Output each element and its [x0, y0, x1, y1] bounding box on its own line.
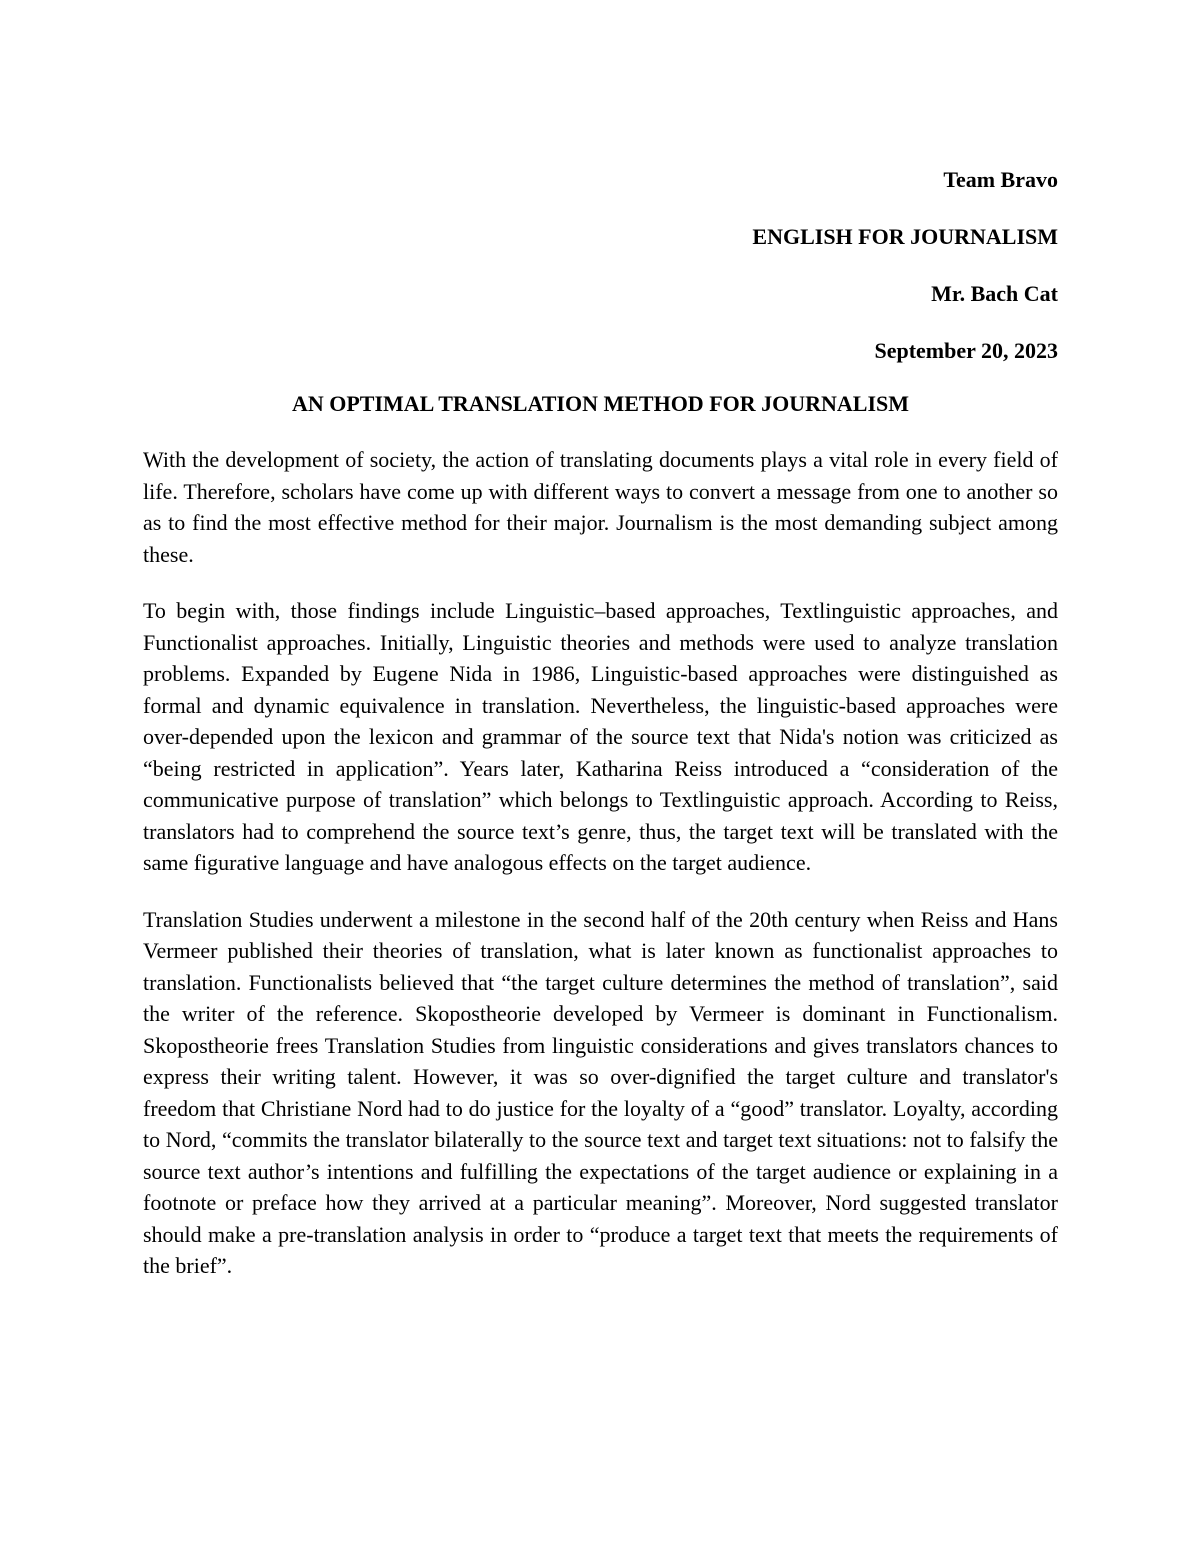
document-header [143, 165, 1058, 393]
team-name: Team Bravo [943, 167, 1058, 192]
document-date: September 20, 2023 [874, 338, 1058, 363]
document-body [143, 444, 1058, 1307]
course-name: ENGLISH FOR JOURNALISM [752, 224, 1058, 249]
paragraph-2: To begin with, those findings include Linguistic–based approaches, Textlinguistic approaches, and Functionalist approaches. Initially, Linguistic theories and methods were used to analyze translation problems. Expanded by Eugene Nida in 1986, Linguistic-based approaches were distinguished as formal and dynamic equivalence in translation. Nevertheless, the linguistic-based approaches were over-depended upon the lexicon and grammar of the source text that Nida's notion was criticized as “being restricted in application”. Years later, Katharina Reiss introduced a “consideration of the communicative purpose of translation” which belongs to Textlinguistic approach. According to Reiss, translators had to comprehend the source text’s genre, thus, the target text will be translated with the same figurative language and have analogous effects on the target audience. [143, 598, 1058, 875]
document-title: AN OPTIMAL TRANSLATION METHOD FOR JOURNALISM [291, 391, 910, 416]
instructor-name: Mr. Bach Cat [931, 281, 1058, 306]
paragraph-3: Translation Studies underwent a milestone in the second half of the 20th century when Reiss and Hans Vermeer published their theories of translation, what is later known as functionalist approaches to translation. Functionalists believed that “the target culture determines the method of translation”, said the writer of the reference. Skopostheorie developed by Vermeer is dominant in Functionalism. Skopostheorie frees Translation Studies from linguistic considerations and gives translators chances to express their writing talent. However, it was so over-dignified the target culture and translator's freedom that Christiane Nord had to do justice for the loyalty of a “good” translator. Loyalty, according to Nord, “commits the translator bilaterally to the source text and target text situations: not to falsify the source text author’s intentions and fulfilling the expectations of the target audience or explaining in a footnote or preface how they arrived at a particular meaning”. Moreover, Nord suggested translator should make a pre-translation analysis in order to “produce a target text that meets the requirements of the brief”. [143, 906, 1058, 1278]
paragraph-1: With the development of society, the action of translating documents plays a vital role in every field of life. Therefore, scholars have come up with different ways to convert a message from one to another so as to find the most effective method for their major. Journalism is the most demanding subject among these. [143, 447, 1058, 567]
